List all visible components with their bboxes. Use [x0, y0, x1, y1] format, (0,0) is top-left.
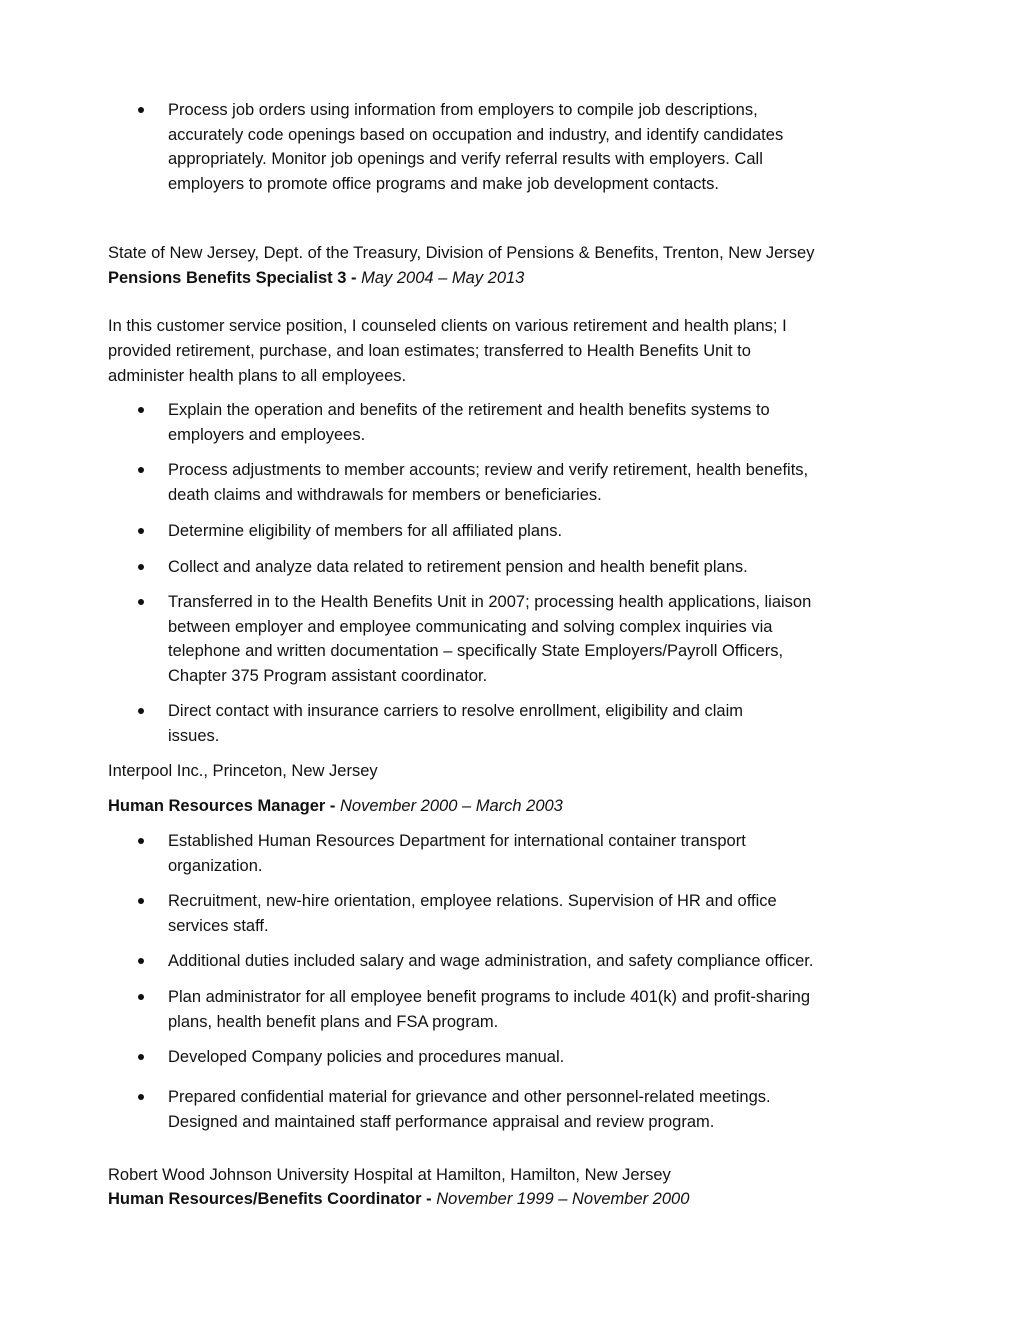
bullet-icon — [138, 599, 144, 605]
bullet-text: Determine eligibility of members for all affiliated plans. — [168, 522, 563, 540]
bullet-icon — [138, 1054, 144, 1060]
job2-employer: Interpool Inc., Princeton, New Jersey — [108, 762, 378, 780]
bullet-text: Transferred in to the Health Benefits Unit in 2007; processing health applications, liaison between employer and employee communicating and solving complex inquiries via telephone and written documentation – specifically State Employers/Payroll Officers, Chapter 375 Program assistant coordinator. — [168, 593, 812, 685]
bullet-text: Recruitment, new-hire orientation, employee relations. Supervision of HR and office services staff. — [168, 892, 777, 935]
job1-heading — [108, 266, 524, 290]
job1-summary-line: provided retirement, purchase, and loan estimates; transferred to Health Benefits Unit to — [108, 342, 751, 360]
bullet-text: Prepared confidential material for grievance and other personnel-related meetings. Designed and maintained staff performance appraisal and review program. — [168, 1088, 771, 1131]
bullet-icon — [138, 994, 144, 1000]
job1-employer: State of New Jersey, Dept. of the Treasury, Division of Pensions & Benefits, Trenton, New Jersey — [108, 244, 815, 262]
bullet-icon — [138, 708, 144, 714]
bullet-text: Additional duties included salary and wage administration, and safety compliance officer. — [168, 952, 814, 970]
bullet-icon — [138, 528, 144, 534]
bullet-text: Process job orders using information from employers to compile job descriptions, accurately code openings based on occupation and industry, and identify candidates appropriately. Monitor job openings and verify referral results with employers. Call employers to promote office programs and make job development contacts. — [168, 101, 784, 193]
job1-dates: May 2004 – May 2013 — [361, 269, 525, 287]
bullet-text: Process adjustments to member accounts; review and verify retirement, health benefits, death claims and withdrawals for members or beneficiaries. — [168, 461, 809, 504]
job2-title: Human Resources Manager - — [108, 797, 340, 815]
job1-summary-line: In this customer service position, I counseled clients on various retirement and health plans; I — [108, 317, 787, 335]
job3-heading — [108, 1187, 689, 1211]
bullet-text: Explain the operation and benefits of the retirement and health benefits systems to employers and employees. — [168, 401, 770, 444]
job2-heading — [108, 794, 563, 818]
bullet-icon — [138, 467, 144, 473]
job1-summary-line: administer health plans to all employees. — [108, 367, 407, 385]
job3-title: Human Resources/Benefits Coordinator - — [108, 1190, 437, 1208]
bullet-icon — [138, 838, 144, 844]
job3-dates: November 1999 – November 2000 — [436, 1190, 690, 1208]
bullet-icon — [138, 407, 144, 413]
bullet-text: Plan administrator for all employee benefit programs to include 401(k) and profit-sharing plans, health benefit plans and FSA program. — [168, 988, 810, 1031]
bullet-icon — [138, 898, 144, 904]
job3-employer: Robert Wood Johnson University Hospital at Hamilton, Hamilton, New Jersey — [108, 1166, 671, 1184]
bullet-icon — [138, 564, 144, 570]
bullet-text: Direct contact with insurance carriers to resolve enrollment, eligibility and claim issues. — [168, 702, 743, 745]
bullet-icon — [138, 107, 144, 113]
bullet-text: Established Human Resources Department for international container transport organization. — [168, 832, 746, 875]
bullet-icon — [138, 1094, 144, 1100]
bullet-text: Developed Company policies and procedures manual. — [168, 1048, 565, 1066]
bullet-text: Collect and analyze data related to retirement pension and health benefit plans. — [168, 558, 748, 576]
job2-dates: November 2000 – March 2003 — [339, 797, 563, 815]
bullet-icon — [138, 958, 144, 964]
job1-title: Pensions Benefits Specialist 3 - — [108, 269, 362, 287]
